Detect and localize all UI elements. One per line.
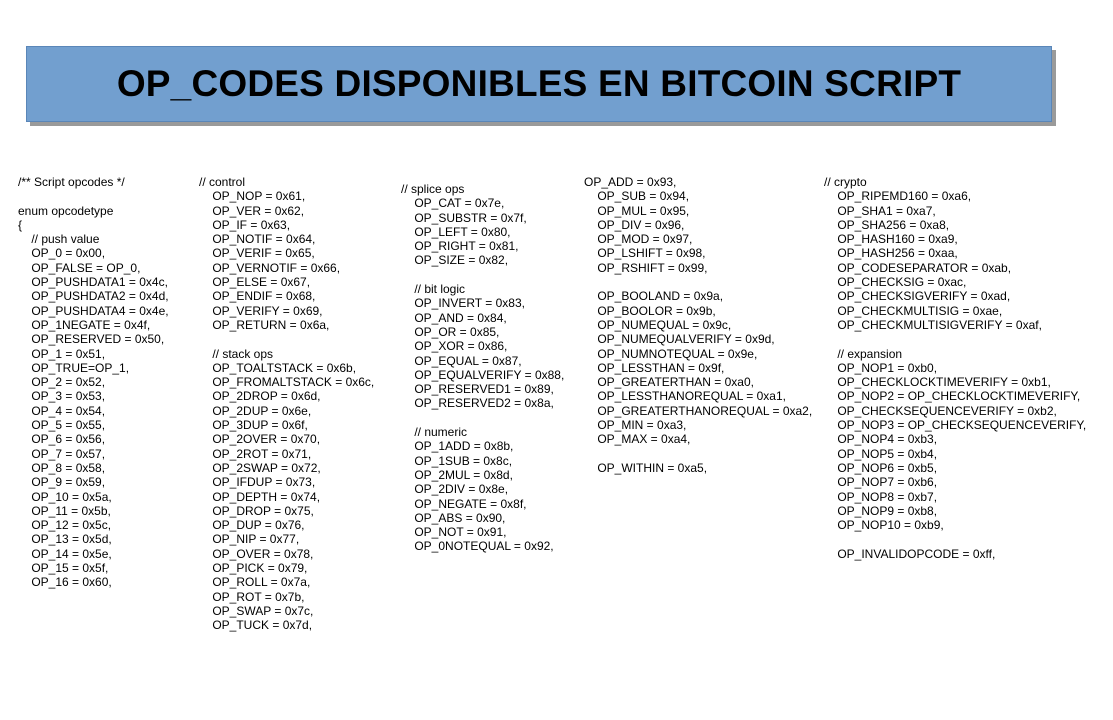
code-line: OP_CHECKMULTISIGVERIFY = 0xaf, <box>824 317 1042 332</box>
code-line: OP_RSHIFT = 0x99, <box>584 260 708 275</box>
code-line: OP_1ADD = 0x8b, <box>401 439 514 454</box>
code-line: OP_OR = 0x85, <box>401 324 500 339</box>
opcode-column-1 <box>18 175 169 590</box>
code-line: OP_2DUP = 0x6e, <box>199 403 312 418</box>
code-line: OP_LESSTHANOREQUAL = 0xa1, <box>584 389 786 404</box>
code-line: OP_MOD = 0x97, <box>584 232 693 247</box>
code-line: OP_ADD = 0x93, <box>584 175 677 189</box>
code-line: OP_GREATERTHANOREQUAL = 0xa2, <box>584 403 813 418</box>
code-line: OP_3DUP = 0x6f, <box>199 418 308 433</box>
code-line <box>199 332 374 346</box>
code-line: OP_ROT = 0x7b, <box>199 589 305 604</box>
code-line: OP_RETURN = 0x6a, <box>199 317 330 332</box>
code-line: OP_RIGHT = 0x81, <box>401 239 519 254</box>
code-line: OP_0 = 0x00, <box>18 246 106 261</box>
code-line: OP_CHECKSIG = 0xac, <box>824 275 967 290</box>
code-line: OP_NUMNOTEQUAL = 0x9e, <box>584 346 758 361</box>
code-line: OP_EQUAL = 0x87, <box>401 353 522 368</box>
code-line: OP_FROMALTSTACK = 0x6c, <box>199 375 375 390</box>
code-line: OP_2ROT = 0x71, <box>199 446 312 461</box>
code-line: OP_2 = 0x52, <box>18 375 106 390</box>
code-line <box>18 189 169 203</box>
code-line: OP_PICK = 0x79, <box>199 561 308 576</box>
opcode-column-2 <box>199 175 374 633</box>
code-line: OP_ENDIF = 0x68, <box>199 289 316 304</box>
code-line: OP_GREATERTHAN = 0xa0, <box>584 375 754 390</box>
code-line: OP_NOP5 = 0xb4, <box>824 446 938 461</box>
code-line <box>401 268 564 282</box>
code-line: OP_FALSE = OP_0, <box>18 260 141 275</box>
code-line: OP_11 = 0x5b, <box>18 503 111 518</box>
code-line: OP_IF = 0x63, <box>199 217 291 232</box>
code-line: OP_MIN = 0xa3, <box>584 418 687 433</box>
code-line: OP_2SWAP = 0x72, <box>199 460 321 475</box>
code-line: OP_8 = 0x58, <box>18 460 106 475</box>
code-line: OP_OVER = 0x78, <box>199 546 314 561</box>
code-line: // crypto <box>824 175 867 189</box>
code-line: OP_SWAP = 0x7c, <box>199 603 314 618</box>
code-line: OP_WITHIN = 0xa5, <box>584 460 708 475</box>
code-line: // push value <box>18 232 100 247</box>
code-line: OP_INVALIDOPCODE = 0xff, <box>824 546 996 561</box>
code-line: OP_7 = 0x57, <box>18 446 106 461</box>
code-line: OP_SHA256 = 0xa8, <box>824 217 950 232</box>
title-banner <box>26 46 1052 122</box>
code-line: // numeric <box>401 425 468 440</box>
code-line: OP_ELSE = 0x67, <box>199 275 311 290</box>
code-line: OP_NOP8 = 0xb7, <box>824 489 938 504</box>
code-line: OP_BOOLOR = 0x9b, <box>584 303 716 318</box>
code-line: OP_DIV = 0x96, <box>584 217 685 232</box>
code-line: OP_SIZE = 0x82, <box>401 253 509 268</box>
code-line: OP_SHA1 = 0xa7, <box>824 203 936 218</box>
code-line: OP_0NOTEQUAL = 0x92, <box>401 539 554 554</box>
code-line: OP_LSHIFT = 0x98, <box>584 246 706 261</box>
code-line: OP_CAT = 0x7e, <box>401 196 505 211</box>
code-line: OP_3 = 0x53, <box>18 389 106 404</box>
code-line: OP_NUMEQUALVERIFY = 0x9d, <box>584 332 775 347</box>
code-line: OP_PUSHDATA1 = 0x4c, <box>18 275 168 290</box>
code-line: OP_NOP = 0x61, <box>199 189 306 204</box>
code-line: OP_14 = 0x5e, <box>18 546 112 561</box>
code-line: OP_10 = 0x5a, <box>18 489 112 504</box>
opcode-column-5 <box>824 175 1086 561</box>
code-line <box>824 332 1086 346</box>
code-line: OP_VERNOTIF = 0x66, <box>199 260 341 275</box>
code-line: OP_VERIFY = 0x69, <box>199 303 323 318</box>
code-line: OP_NOP6 = 0xb5, <box>824 460 938 475</box>
code-line: OP_INVERT = 0x83, <box>401 296 525 311</box>
code-line: OP_TOALTSTACK = 0x6b, <box>199 360 357 375</box>
code-line: OP_RESERVED = 0x50, <box>18 332 165 347</box>
code-line <box>401 411 564 425</box>
code-line: OP_CHECKSIGVERIFY = 0xad, <box>824 289 1011 304</box>
code-line: OP_DUP = 0x76, <box>199 518 305 533</box>
code-line: enum opcodetype <box>18 203 114 218</box>
code-line: OP_SUBSTR = 0x7f, <box>401 210 527 225</box>
code-line: OP_PUSHDATA4 = 0x4e, <box>18 303 169 318</box>
code-line: // expansion <box>824 346 903 361</box>
code-line: OP_NUMEQUAL = 0x9c, <box>584 317 732 332</box>
code-line <box>584 275 812 289</box>
opcode-column-4 <box>584 175 812 475</box>
code-line: OP_ABS = 0x90, <box>401 510 506 525</box>
code-line: OP_EQUALVERIFY = 0x88, <box>401 367 565 382</box>
code-line: OP_1SUB = 0x8c, <box>401 453 513 468</box>
code-line: OP_2DROP = 0x6d, <box>199 389 321 404</box>
code-line: OP_DROP = 0x75, <box>199 503 314 518</box>
code-line: OP_NIP = 0x77, <box>199 532 300 547</box>
code-line: OP_NOP4 = 0xb3, <box>824 432 938 447</box>
code-line: OP_NOT = 0x91, <box>401 525 507 540</box>
code-line: OP_1 = 0x51, <box>18 346 106 361</box>
code-line: OP_AND = 0x84, <box>401 310 507 325</box>
page-title: OP_CODES DISPONIBLES EN BITCOIN SCRIPT <box>116 63 962 104</box>
code-line: OP_NEGATE = 0x8f, <box>401 496 527 511</box>
code-line: OP_SUB = 0x94, <box>584 189 690 204</box>
code-line: OP_TUCK = 0x7d, <box>199 618 313 633</box>
code-line: OP_NOP1 = 0xb0, <box>824 360 938 375</box>
code-line: OP_MAX = 0xa4, <box>584 432 691 447</box>
code-line: OP_LEFT = 0x80, <box>401 224 511 239</box>
code-line: { <box>18 217 23 232</box>
code-line: OP_DEPTH = 0x74, <box>199 489 321 504</box>
code-line: OP_NOP9 = 0xb8, <box>824 503 938 518</box>
code-line: OP_NOP2 = OP_CHECKLOCKTIMEVERIFY, <box>824 389 1081 404</box>
code-line: OP_LESSTHAN = 0x9f, <box>584 360 725 375</box>
code-line: OP_RESERVED2 = 0x8a, <box>401 396 554 411</box>
code-line: // stack ops <box>199 346 274 361</box>
code-line: OP_CHECKSEQUENCEVERIFY = 0xb2, <box>824 403 1057 418</box>
code-line: OP_5 = 0x55, <box>18 418 106 433</box>
code-line: OP_2MUL = 0x8d, <box>401 467 513 482</box>
code-line: OP_BOOLAND = 0x9a, <box>584 289 724 304</box>
code-line: OP_IFDUP = 0x73, <box>199 475 316 490</box>
code-line: OP_15 = 0x5f, <box>18 561 109 576</box>
code-line: OP_13 = 0x5d, <box>18 532 112 547</box>
code-line: OP_NOP7 = 0xb6, <box>824 475 938 490</box>
code-line: OP_HASH256 = 0xaa, <box>824 246 958 261</box>
code-line: OP_1NEGATE = 0x4f, <box>18 317 151 332</box>
code-line: OP_CHECKMULTISIG = 0xae, <box>824 303 1003 318</box>
code-line: /** Script opcodes */ <box>18 175 125 189</box>
code-line: OP_ROLL = 0x7a, <box>199 575 311 590</box>
code-line <box>584 447 812 461</box>
code-line: OP_NOTIF = 0x64, <box>199 232 316 247</box>
code-line <box>824 532 1086 546</box>
code-line: OP_VERIF = 0x65, <box>199 246 315 261</box>
code-line: OP_VER = 0x62, <box>199 203 305 218</box>
code-line: OP_HASH160 = 0xa9, <box>824 232 958 247</box>
code-line: OP_RIPEMD160 = 0xa6, <box>824 189 972 204</box>
code-line: OP_2OVER = 0x70, <box>199 432 321 447</box>
code-line: // splice ops <box>401 182 465 196</box>
code-line: OP_2DIV = 0x8e, <box>401 482 509 497</box>
code-line: OP_XOR = 0x86, <box>401 339 508 354</box>
code-line: OP_9 = 0x59, <box>18 475 106 490</box>
code-line: OP_MUL = 0x95, <box>584 203 690 218</box>
code-line: // bit logic <box>401 282 466 297</box>
code-line: OP_TRUE=OP_1, <box>18 360 130 375</box>
opcode-column-3 <box>401 182 564 554</box>
code-line: OP_NOP3 = OP_CHECKSEQUENCEVERIFY, <box>824 418 1087 433</box>
code-line: OP_RESERVED1 = 0x89, <box>401 382 554 397</box>
code-line: // control <box>199 175 246 189</box>
code-line: OP_PUSHDATA2 = 0x4d, <box>18 289 169 304</box>
code-line: OP_CHECKLOCKTIMEVERIFY = 0xb1, <box>824 375 1051 390</box>
code-line: OP_16 = 0x60, <box>18 575 112 590</box>
code-line: OP_CODESEPARATOR = 0xab, <box>824 260 1012 275</box>
code-line: OP_12 = 0x5c, <box>18 518 112 533</box>
code-line: OP_6 = 0x56, <box>18 432 106 447</box>
code-line: OP_4 = 0x54, <box>18 403 106 418</box>
code-line: OP_NOP10 = 0xb9, <box>824 518 944 533</box>
